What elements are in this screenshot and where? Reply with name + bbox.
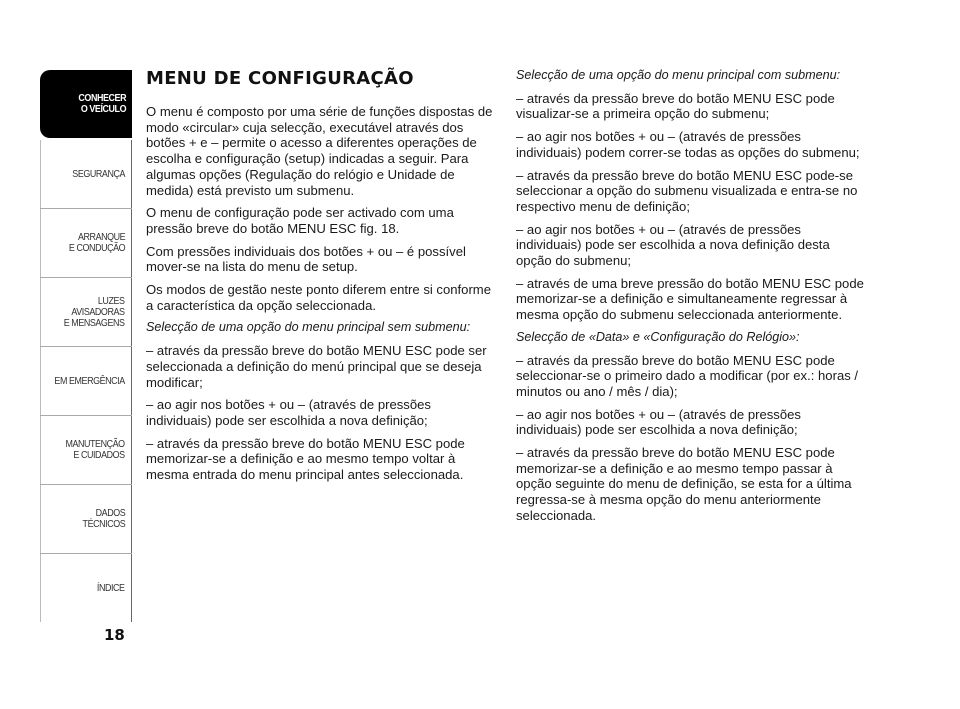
paragraph: – através da pressão breve do botão MENU ESC pode memorizar-se a definição e ao mesmo tempo voltar à mesma entrada do menu principal antes seleccionada. xyxy=(146,435,465,483)
tab-label: ÍNDICE xyxy=(97,581,125,594)
tab-label: ARRANQUE E CONDUÇÃO xyxy=(68,231,125,254)
paragraph: – através da pressão breve do botão MENU ESC pode ser seleccionada a definição do menú principal que se deseja modificar; xyxy=(146,343,487,390)
section-title: MENU DE CONFIGURAÇÃO xyxy=(146,68,414,89)
page-number: 18 xyxy=(104,626,125,644)
tab-arranque-e-conducao[interactable] xyxy=(40,209,132,277)
subheading: Selecção de «Data» e «Configuração do Relógio»: xyxy=(516,329,800,344)
tab-luzes-avisadoras[interactable] xyxy=(40,278,132,346)
paragraph: – através da pressão breve do botão MENU ESC pode-se seleccionar a opção do submenu visualizada e entra-se no respectivo menu de definição; xyxy=(516,167,858,214)
tab-seguranca[interactable] xyxy=(40,140,132,208)
paragraph: O menu de configuração pode ser activado com uma pressão breve do botão MENU ESC fig. 18. xyxy=(146,205,454,236)
paragraph: – através da pressão breve do botão MENU ESC pode seleccionar-se o primeiro dado a modificar (por ex.: horas / minutos ou ano / mês / dia); xyxy=(516,352,859,399)
tab-manutencao-e-cuidados[interactable] xyxy=(40,416,132,484)
tab-dados-tecnicos[interactable] xyxy=(40,485,132,553)
tab-em-emergencia[interactable] xyxy=(40,347,132,415)
paragraph: – através de uma breve pressão do botão MENU ESC pode memorizar-se a definição e simultaneamente regressar à mesma opção do submenu seleccionada anteriormente. xyxy=(516,275,864,323)
paragraph: Com pressões individuais dos botões + ou – é possível mover-se na lista do menu de setup. xyxy=(146,243,466,275)
right-column xyxy=(516,68,866,531)
paragraph: – através da pressão breve do botão MENU ESC pode memorizar-se a definição e ao mesmo tempo passar à opção seguinte do menu de definição, se esta for a última regressa-se à mesma opção do menu anteriormente seleccionada. xyxy=(516,445,852,523)
paragraph: – ao agir nos botões + ou – (através de pressões individuais) pode ser escolhida a nova definição desta opção do submenu; xyxy=(516,221,830,269)
paragraph: – através da pressão breve do botão MENU ESC pode visualizar-se a primeira opção do submenu; xyxy=(516,90,835,122)
tab-label: DADOS TÉCNICOS xyxy=(82,507,125,530)
tab-label: SEGURANÇA xyxy=(72,167,125,180)
tab-indice[interactable] xyxy=(40,554,132,622)
paragraph: – ao agir nos botões + ou – (através de pressões individuais) podem correr-se todas as opções do submenu; xyxy=(516,129,860,160)
left-column xyxy=(146,68,496,490)
tab-label: EM EMERGÊNCIA xyxy=(54,374,125,387)
paragraph: – ao agir nos botões + ou – (através de pressões individuais) pode ser escolhida a nova definição; xyxy=(146,397,431,428)
subheading: Selecção de uma opção do menu principal sem submenu: xyxy=(146,320,471,335)
tab-conhecer-o-veiculo[interactable] xyxy=(40,70,132,138)
tab-label: LUZES AVISADORAS E MENSAGENS xyxy=(64,294,125,329)
tab-label: MANUTENÇÃO E CUIDADOS xyxy=(65,438,125,461)
paragraph: O menu é composto por uma série de funções dispostas de modo «circular» cuja selecção, executável através dos botões + e – permite o acesso a diferentes operações de escolha e configuração (setup) indicadas a seguir. Para algumas opções (Regulação do relógio e Unidade de medida) está previsto um submenu. xyxy=(146,104,493,198)
subheading: Selecção de uma opção do menu principal com submenu: xyxy=(516,68,841,82)
tab-label: CONHECER O VEÍCULO xyxy=(78,92,126,115)
paragraph: – ao agir nos botões + ou – (através de pressões individuais) pode ser escolhida a nova definição; xyxy=(516,406,801,438)
paragraph: Os modos de gestão neste ponto diferem entre si conforme a característica da opção seleccionada. xyxy=(146,282,491,313)
